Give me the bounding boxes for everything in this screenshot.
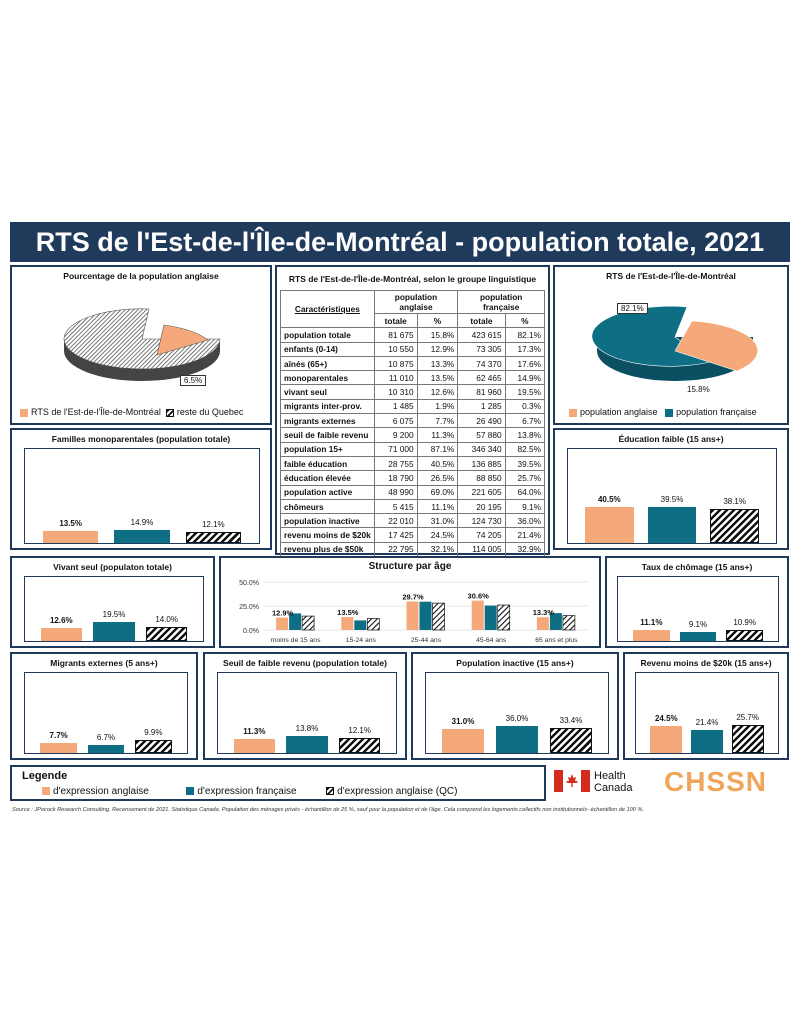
education-label-anglaise: 40.5% <box>597 494 621 504</box>
table-cell-label: migrants inter-prov. <box>281 399 375 413</box>
migrants-bar-qc <box>135 740 172 753</box>
table-cell-en_n: 10 550 <box>374 342 417 356</box>
age-bar <box>433 603 445 630</box>
age-category-label: moins de 15 ans <box>270 637 321 644</box>
age-data-label: 29.7% <box>402 592 424 602</box>
legend-item-qc: d'expression anglaise (QC) <box>337 786 458 797</box>
table-cell-en_n: 22 010 <box>374 514 417 528</box>
table-cell-fr_p: 0.3% <box>505 399 544 413</box>
age-bar <box>420 602 432 630</box>
pie-right-label-en: 15.8% <box>687 385 710 394</box>
chomage-bar-francaise <box>680 632 716 641</box>
age-bar <box>341 617 353 630</box>
table-cell-fr_n: 74 205 <box>458 528 505 542</box>
table-cell-en_n: 71 000 <box>374 442 417 456</box>
age-bar <box>367 618 379 630</box>
seuil-label-anglaise: 11.3% <box>243 726 266 736</box>
education-panel <box>553 428 789 550</box>
table-row <box>281 371 545 385</box>
migrants-label-francaise: 6.7% <box>96 732 116 742</box>
table-cell-fr_p: 17.3% <box>505 342 544 356</box>
table-cell-fr_p: 82.5% <box>505 442 544 456</box>
age-category-label: 15-24 ans <box>345 637 376 644</box>
age-panel <box>219 556 601 648</box>
canada-flag-icon <box>554 770 590 792</box>
table-header-fr: population française <box>458 291 545 314</box>
age-bar <box>485 606 497 630</box>
table-cell-fr_n: 114 005 <box>458 542 505 556</box>
table-cell-fr_n: 62 465 <box>458 371 505 385</box>
table-cell-en_n: 81 675 <box>374 328 417 342</box>
table-cell-en_p: 1.9% <box>417 399 458 413</box>
page-title: RTS de l'Est-de-l'Île-de-Montréal - population totale, 2021 <box>10 222 790 262</box>
table-row <box>281 385 545 399</box>
table-cell-fr_p: 19.5% <box>505 385 544 399</box>
vivant-bar-qc <box>146 627 187 641</box>
table-cell-fr_p: 17.6% <box>505 356 544 370</box>
pie-left-legend-2: reste du Quebec <box>176 407 244 417</box>
familles-bar-anglaise <box>43 531 99 543</box>
table-cell-fr_p: 36.0% <box>505 514 544 528</box>
table-cell-en_p: 40.5% <box>417 456 458 470</box>
age-tick-label: 50.0% <box>239 580 259 587</box>
familles-plot <box>24 448 260 544</box>
migrants-plot <box>24 672 188 754</box>
table-cell-label: seuil de faible revenu <box>281 428 375 442</box>
table-cell-label: migrants externes <box>281 414 375 428</box>
table-row <box>281 499 545 513</box>
vivant-bar-anglaise <box>41 628 82 641</box>
table-cell-fr_p: 14.9% <box>505 371 544 385</box>
table-cell-en_p: 11.3% <box>417 428 458 442</box>
inactive-bar-qc <box>550 728 592 753</box>
table-cell-en_p: 87.1% <box>417 442 458 456</box>
seuil-bar-qc <box>339 738 380 753</box>
table-cell-label: monoparentales <box>281 371 375 385</box>
legend-items <box>42 786 457 797</box>
age-data-label: 30.6% <box>467 591 489 601</box>
pie-left-title: Pourcentage de la population anglaise <box>63 271 219 281</box>
vivant-plot <box>24 576 204 642</box>
table-cell-en_p: 32.1% <box>417 542 458 556</box>
table-cell-fr_n: 88 850 <box>458 471 505 485</box>
table-cell-en_n: 18 790 <box>374 471 417 485</box>
table-cell-label: chômeurs <box>281 499 375 513</box>
table-cell-label: population active <box>281 485 375 499</box>
seuil-label-francaise: 13.8% <box>295 723 319 733</box>
table-sub-total-en: totale <box>374 314 417 328</box>
vivant-panel <box>10 556 215 648</box>
table-cell-en_p: 69.0% <box>417 485 458 499</box>
inactive-plot <box>425 672 609 754</box>
legend-title: Legende <box>22 770 68 782</box>
age-data-label: 13.3% <box>532 608 555 618</box>
vivant-label-francaise: 19.5% <box>102 609 126 619</box>
table-row <box>281 542 545 556</box>
migrants-panel <box>10 652 198 760</box>
familles-panel <box>10 428 272 550</box>
migrants-label-qc: 9.9% <box>144 728 163 738</box>
table-cell-label: aînés (65+) <box>281 356 375 370</box>
table-sub-pct-fr: % <box>505 314 544 328</box>
inactive-panel <box>411 652 619 760</box>
pie-right-chart <box>585 289 765 399</box>
table-cell-fr_n: 74 370 <box>458 356 505 370</box>
table-cell-fr_n: 57 880 <box>458 428 505 442</box>
inactive-label-qc: 33.4% <box>559 715 583 725</box>
legend-panel <box>10 765 546 801</box>
data-table-panel <box>275 265 550 555</box>
table-cell-fr_n: 346 340 <box>458 442 505 456</box>
seuil-title: Seuil de faible revenu (population totale) <box>223 658 387 668</box>
table-row <box>281 456 545 470</box>
age-bar <box>276 618 288 630</box>
seuil-label-qc: 12.1% <box>348 725 371 735</box>
inactive-title: Population inactive (15 ans+) <box>456 658 574 668</box>
migrants-bar-anglaise <box>40 743 77 753</box>
table-header-char: Caractéristiques <box>281 291 375 328</box>
age-tick-label: 25.0% <box>239 604 259 611</box>
migrants-label-anglaise: 7.7% <box>49 731 68 741</box>
table-cell-label: revenu moins de $20k <box>281 528 375 542</box>
familles-bar-qc <box>186 532 242 543</box>
health-canada-line1: Health <box>594 770 626 782</box>
vivant-label-anglaise: 12.6% <box>49 616 73 626</box>
table-row <box>281 399 545 413</box>
revenu-bar-qc <box>732 725 764 753</box>
table-title: RTS de l'Est-de-l'Île-de-Montréal, selon le groupe linguistique <box>288 274 537 284</box>
pie-right-legend-1: population anglaise <box>580 407 658 417</box>
revenu-label-anglaise: 24.5% <box>654 714 678 724</box>
education-bar-anglaise <box>585 507 634 543</box>
vivant-title: Vivant seul (populaton totale) <box>53 562 172 572</box>
chomage-bar-qc <box>726 630 762 641</box>
age-bar <box>302 616 314 630</box>
chomage-label-qc: 10.9% <box>733 618 756 628</box>
table-cell-label: population totale <box>281 328 375 342</box>
seuil-bar-anglaise <box>234 739 275 753</box>
vivant-label-qc: 14.0% <box>155 615 178 624</box>
legend-item-francaise: d'expression française <box>197 786 297 797</box>
revenu-title: Revenu moins de $20k (15 ans+) <box>640 658 772 668</box>
table-cell-fr_p: 9.1% <box>505 499 544 513</box>
table-row <box>281 471 545 485</box>
table-cell-en_n: 11 010 <box>374 371 417 385</box>
table-row <box>281 342 545 356</box>
table-cell-fr_p: 13.8% <box>505 428 544 442</box>
education-label-francaise: 39.5% <box>660 495 684 505</box>
pie-right-legend <box>569 407 757 417</box>
table-cell-en_n: 10 310 <box>374 385 417 399</box>
education-plot <box>567 448 777 544</box>
table-row <box>281 414 545 428</box>
familles-label-francaise: 14.9% <box>130 517 154 527</box>
age-category-label: 65 ans et plus <box>535 637 578 644</box>
table-cell-fr_n: 1 285 <box>458 399 505 413</box>
age-chart <box>227 576 595 646</box>
table-row <box>281 328 545 342</box>
table-row <box>281 485 545 499</box>
familles-title: Familles monoparentales (population totale) <box>51 434 231 444</box>
table-row <box>281 442 545 456</box>
pie-right-title: RTS de l'Est-de-l'Île-de-Montréal <box>606 271 736 281</box>
age-data-label: 13.5% <box>337 608 359 618</box>
table-sub-total-fr: totale <box>458 314 505 328</box>
inactive-label-francaise: 36.0% <box>505 713 529 723</box>
table-cell-label: enfants (0-14) <box>281 342 375 356</box>
age-tick-label: 0.0% <box>243 628 259 635</box>
pie-right-panel <box>553 265 789 425</box>
education-label-qc: 38.1% <box>723 496 746 506</box>
source-note: Source : JPocock Research Consulting. Recensement de 2021. Statistique Canada. Population des ménages privés - échantillon de 25 %, sauf pour la population et de l'âge. Cela comprend les logements collectifs non institutionnels- échantillon de 100 %. <box>12 807 644 813</box>
health-canada-logo <box>594 770 633 794</box>
familles-label-qc: 12.1% <box>201 520 225 530</box>
table-cell-en_n: 5 415 <box>374 499 417 513</box>
table-cell-en_n: 22 795 <box>374 542 417 556</box>
revenu-panel <box>623 652 789 760</box>
familles-label-anglaise: 13.5% <box>59 518 82 528</box>
pie-left-legend-1: RTS de l'Est-de-l'Île-de-Montréal <box>31 407 161 417</box>
table-cell-en_n: 17 425 <box>374 528 417 542</box>
revenu-label-qc: 25.7% <box>736 713 759 723</box>
revenu-bar-anglaise <box>650 726 682 753</box>
table-cell-en_n: 10 875 <box>374 356 417 370</box>
table-cell-fr_p: 82.1% <box>505 328 544 342</box>
table-row <box>281 428 545 442</box>
table-cell-en_p: 12.9% <box>417 342 458 356</box>
table-cell-label: revenu plus de $50k <box>281 542 375 556</box>
age-category-label: 25-44 ans <box>410 637 442 644</box>
pie-left-panel <box>10 265 272 425</box>
age-bar <box>407 601 419 630</box>
table-cell-fr_p: 25.7% <box>505 471 544 485</box>
table-cell-en_p: 13.5% <box>417 371 458 385</box>
table-cell-en_n: 1 485 <box>374 399 417 413</box>
migrants-bar-francaise <box>88 745 125 753</box>
table-cell-fr_p: 32.9% <box>505 542 544 556</box>
chomage-panel <box>605 556 789 648</box>
table-cell-fr_p: 6.7% <box>505 414 544 428</box>
education-bar-qc <box>710 509 759 543</box>
inactive-bar-francaise <box>496 726 538 753</box>
seuil-plot <box>217 672 397 754</box>
seuil-panel <box>203 652 407 760</box>
table-row <box>281 528 545 542</box>
chomage-plot <box>617 576 779 642</box>
revenu-label-francaise: 21.4% <box>695 717 719 727</box>
table-header-en: population anglaise <box>374 291 458 314</box>
table-sub-pct-en: % <box>417 314 458 328</box>
education-title: Éducation faible (15 ans+) <box>618 434 724 444</box>
table-cell-en_n: 9 200 <box>374 428 417 442</box>
chomage-title: Taux de chômage (15 ans+) <box>641 562 753 572</box>
age-bar <box>537 617 549 630</box>
table-cell-fr_n: 20 195 <box>458 499 505 513</box>
chomage-bar-anglaise <box>633 630 669 641</box>
table-cell-en_p: 26.5% <box>417 471 458 485</box>
table-cell-fr_n: 26 490 <box>458 414 505 428</box>
age-category-label: 45-64 ans <box>476 637 507 644</box>
table-cell-en_p: 24.5% <box>417 528 458 542</box>
table-cell-en_p: 31.0% <box>417 514 458 528</box>
education-bar-francaise <box>648 507 697 543</box>
revenu-bar-francaise <box>691 730 723 753</box>
table-cell-label: éducation élevée <box>281 471 375 485</box>
pie-left-label: 6.5% <box>180 375 206 386</box>
age-bar <box>563 616 575 630</box>
inactive-label-anglaise: 31.0% <box>451 717 475 727</box>
table-cell-en_n: 28 755 <box>374 456 417 470</box>
age-bar <box>472 601 484 630</box>
table-cell-fr_n: 81 960 <box>458 385 505 399</box>
table-cell-fr_p: 39.5% <box>505 456 544 470</box>
migrants-title: Migrants externes (5 ans+) <box>50 658 158 668</box>
table-cell-fr_n: 221 605 <box>458 485 505 499</box>
table-row <box>281 356 545 370</box>
table-cell-en_p: 7.7% <box>417 414 458 428</box>
table-cell-fr_n: 124 730 <box>458 514 505 528</box>
seuil-bar-francaise <box>286 736 327 753</box>
table-cell-en_p: 12.6% <box>417 385 458 399</box>
table-cell-fr_n: 136 885 <box>458 456 505 470</box>
table-cell-fr_n: 423 615 <box>458 328 505 342</box>
table-cell-fr_p: 64.0% <box>505 485 544 499</box>
table-cell-label: faible éducation <box>281 456 375 470</box>
table-cell-label: vivant seul <box>281 385 375 399</box>
table-cell-fr_p: 21.4% <box>505 528 544 542</box>
pie-right-legend-2: population française <box>676 407 757 417</box>
pie-right-label-fr: 82.1% <box>617 303 648 314</box>
table-cell-label: population 15+ <box>281 442 375 456</box>
age-title: Structure par âge <box>368 561 452 572</box>
inactive-bar-anglaise <box>442 729 484 753</box>
health-canada-line2: Canada <box>594 782 633 794</box>
chssn-logo: CHSSN <box>664 766 768 797</box>
chomage-label-francaise: 9.1% <box>688 619 708 629</box>
age-bar <box>354 620 366 630</box>
data-table <box>280 290 545 557</box>
age-data-label: 12.9% <box>271 608 294 618</box>
table-cell-en_n: 6 075 <box>374 414 417 428</box>
table-cell-en_p: 13.3% <box>417 356 458 370</box>
table-cell-label: population inactive <box>281 514 375 528</box>
pie-left-legend <box>20 407 243 417</box>
table-cell-en_p: 11.1% <box>417 499 458 513</box>
chomage-label-anglaise: 11.1% <box>640 617 663 627</box>
table-cell-en_p: 15.8% <box>417 328 458 342</box>
revenu-plot <box>635 672 779 754</box>
legend-item-anglaise: d'expression anglaise <box>53 786 149 797</box>
familles-bar-francaise <box>114 530 170 543</box>
vivant-bar-francaise <box>93 622 134 642</box>
table-cell-fr_n: 73 305 <box>458 342 505 356</box>
age-bar <box>498 605 510 630</box>
table-cell-en_n: 48 990 <box>374 485 417 499</box>
table-row <box>281 514 545 528</box>
